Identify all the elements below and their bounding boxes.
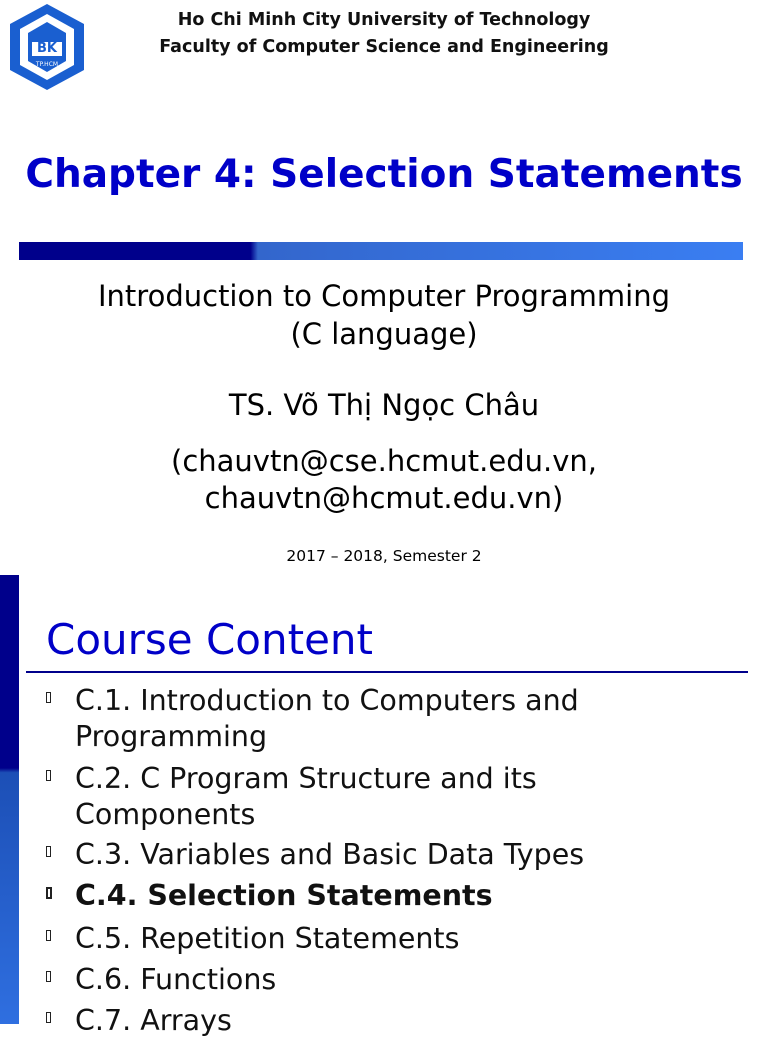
- bk-logo-icon: [4, 2, 90, 92]
- list-item-text: C.5. Repetition Statements: [75, 922, 460, 955]
- square-bullet-icon: [46, 971, 51, 982]
- term: 2017 – 2018, Semester 2: [286, 547, 482, 565]
- lecturer-email-2: chauvtn@hcmut.edu.vn): [204, 481, 564, 515]
- side-accent-bar: [0, 575, 19, 1024]
- square-bullet-icon: [46, 770, 51, 781]
- faculty-name: Faculty of Computer Science and Engineering: [159, 37, 609, 57]
- logo-text: BK: [37, 41, 57, 56]
- lecturer-name: TS. Võ Thị Ngọc Châu: [228, 388, 540, 422]
- list-item-text: C.4. Selection Statements: [75, 879, 493, 912]
- logo-subtext: TP.HCM: [35, 61, 59, 68]
- course-content-slide: [0, 575, 768, 1037]
- list-item-text: C.1. Introduction to Computers and Programming: [75, 684, 579, 753]
- square-bullet-icon: [46, 930, 51, 941]
- square-bullet-icon: [46, 1012, 51, 1023]
- lecturer-email-1: (chauvtn@cse.hcmut.edu.vn,: [171, 444, 597, 478]
- square-bullet-icon: [46, 887, 52, 899]
- chapter-title: Chapter 4: Selection Statements: [25, 152, 743, 197]
- square-bullet-icon: [46, 846, 51, 857]
- university-name: Ho Chi Minh City University of Technology: [177, 10, 591, 30]
- square-bullet-icon: [46, 692, 51, 703]
- course-language: (C language): [290, 317, 478, 351]
- list-item-text: C.6. Functions: [75, 963, 277, 996]
- list-item-text: C.3. Variables and Basic Data Types: [75, 838, 585, 871]
- title-divider-bar: [19, 242, 743, 260]
- course-name: Introduction to Computer Programming: [98, 279, 670, 313]
- list-item-text: C.2. C Program Structure and its Components: [75, 762, 537, 831]
- course-content-title: Course Content: [46, 615, 374, 664]
- title-rule: [26, 671, 748, 673]
- list-item-text: C.7. Arrays: [75, 1004, 232, 1037]
